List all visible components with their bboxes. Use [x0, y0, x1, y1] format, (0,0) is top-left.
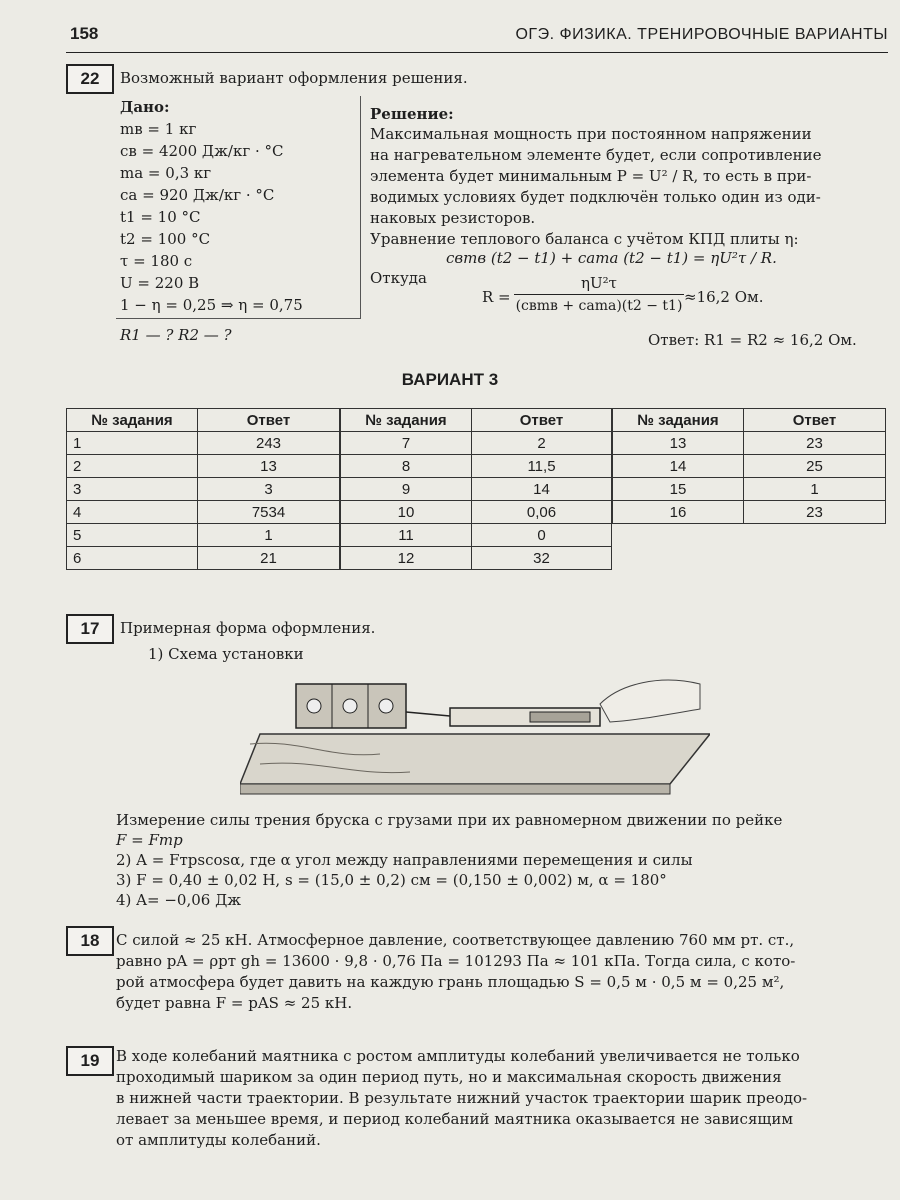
solution-line: элемента будет минимальным P = U² / R, то есть в при- [370, 167, 812, 185]
table-row [613, 432, 886, 455]
table-row [67, 524, 340, 547]
col-answer: Ответ [744, 409, 886, 432]
table-row [613, 501, 886, 524]
task-cell: 2 [67, 455, 198, 478]
col-task: № задания [67, 409, 198, 432]
answer-table-3 [612, 408, 886, 524]
answer-cell: 1 [198, 524, 340, 547]
answer-cell: 0 [472, 524, 612, 547]
given-item: τ = 180 с [120, 252, 193, 270]
task-cell: 7 [341, 432, 472, 455]
answer-cell: 32 [472, 547, 612, 570]
answer-cell: 21 [198, 547, 340, 570]
table-row [341, 524, 612, 547]
given-item: mа = 0,3 кг [120, 164, 212, 182]
table-row [67, 432, 340, 455]
task19-line: в нижней части траектории. В результате нижний участок траектории шарик преодо- [116, 1089, 808, 1107]
solution-line: на нагревательном элементе будет, если сопротивление [370, 146, 822, 164]
given-item: t1 = 10 °С [120, 208, 201, 226]
task-cell: 4 [67, 501, 198, 524]
task-cell: 15 [613, 478, 744, 501]
task17-intro: Примерная форма оформления. [120, 619, 376, 637]
task-cell: 16 [613, 501, 744, 524]
solution-line: Максимальная мощность при постоянном напряжении [370, 125, 812, 143]
given-item: U = 220 В [120, 274, 200, 292]
task18-line: С силой ≈ 25 кН. Атмосферное давление, соответствующее давлению 760 мм рт. ст., [116, 931, 795, 949]
formula-lhs: R = [482, 288, 511, 306]
task-cell: 10 [341, 501, 472, 524]
task-cell: 8 [341, 455, 472, 478]
task18-line: будет равна F = pAS ≈ 25 кН. [116, 994, 353, 1012]
table-row [341, 455, 612, 478]
task-number-18: 18 [66, 926, 114, 956]
table-row [67, 455, 340, 478]
col-answer: Ответ [198, 409, 340, 432]
given-item: t2 = 100 °С [120, 230, 211, 248]
given-item: cв = 4200 Дж/кг · °С [120, 142, 284, 160]
given-title: Дано: [120, 98, 170, 116]
task-cell: 6 [67, 547, 198, 570]
formula-rhs: ≈16,2 Ом. [684, 288, 764, 306]
task18-line: равно pA = ρрт gh = 13600 · 9,8 · 0,76 Па = 101293 Па ≈ 101 кПа. Тогда сила, с кото- [116, 952, 796, 970]
answer-cell: 13 [198, 455, 340, 478]
table-row [341, 501, 612, 524]
task19-line: проходимый шариком за один период путь, но и максимальная скорость движения [116, 1068, 782, 1086]
task22-intro: Возможный вариант оформления решения. [120, 69, 468, 87]
table-row [341, 432, 612, 455]
answer-cell: 3 [198, 478, 340, 501]
col-task: № задания [341, 409, 472, 432]
col-answer: Ответ [472, 409, 612, 432]
task19-line: В ходе колебаний маятника с ростом амплитуды колебаний увеличивается не только [116, 1047, 800, 1065]
answer-cell: 243 [198, 432, 340, 455]
table-row [613, 478, 886, 501]
setup-illustration [240, 664, 710, 804]
running-title: ОГЭ. ФИЗИКА. ТРЕНИРОВОЧНЫЕ ВАРИАНТЫ [515, 26, 888, 43]
table-row [67, 501, 340, 524]
answer-cell: 14 [472, 478, 612, 501]
page-number: 158 [70, 24, 99, 43]
given-item: mв = 1 кг [120, 120, 197, 138]
task-number-22: 22 [66, 64, 114, 94]
answer-cell: 23 [744, 432, 886, 455]
answer-table-1 [66, 408, 340, 570]
task17-item4: 4) A= −0,06 Дж [116, 891, 242, 909]
task-number-19: 19 [66, 1046, 114, 1076]
answer-table-2 [340, 408, 612, 570]
answer-cell: 7534 [198, 501, 340, 524]
task-cell: 1 [67, 432, 198, 455]
task17-item1: 1) Схема установки [148, 645, 304, 663]
fraction-bar [514, 294, 684, 295]
table-row [341, 547, 612, 570]
task17-item2: 2) A = Fтрscosα, где α угол между направлениями перемещения и силы [116, 851, 693, 869]
task19-line: от амплитуды колебаний. [116, 1131, 321, 1149]
task-cell: 11 [341, 524, 472, 547]
task-cell: 9 [341, 478, 472, 501]
task-number-17: 17 [66, 614, 114, 644]
table-row [613, 455, 886, 478]
solution-line: Уравнение теплового баланса с учётом КПД плиты η: [370, 230, 799, 248]
task22-answer: Ответ: R1 = R2 ≈ 16,2 Ом. [648, 331, 857, 349]
task-cell: 3 [67, 478, 198, 501]
find-line: R1 — ? R2 — ? [120, 326, 232, 344]
task17-formula: F = Fтр [116, 831, 183, 849]
table-row [341, 478, 612, 501]
task17-measure: Измерение силы трения бруска с грузами при их равномерном движении по рейке [116, 811, 783, 829]
task17-item3: 3) F = 0,40 ± 0,02 Н, s = (15,0 ± 0,2) см = (0,150 ± 0,002) м, α = 180° [116, 871, 667, 889]
solution-line: наковых резисторов. [370, 209, 536, 227]
given-item: cа = 920 Дж/кг · °С [120, 186, 275, 204]
header-rule [66, 52, 888, 53]
task-cell: 14 [613, 455, 744, 478]
solution-line: водимых условиях будет подключён только один из оди- [370, 188, 821, 206]
given-item: 1 − η = 0,25 ⇒ η = 0,75 [120, 296, 303, 314]
answer-cell: 11,5 [472, 455, 612, 478]
answer-cell: 2 [472, 432, 612, 455]
answer-cell: 23 [744, 501, 886, 524]
solution-title: Решение: [370, 105, 454, 123]
task-cell: 12 [341, 547, 472, 570]
whence-label: Откуда [370, 269, 427, 287]
col-task: № задания [613, 409, 744, 432]
formula-numerator: ηU²τ [581, 274, 617, 292]
balance-equation: cвmв (t2 − t1) + cаmа (t2 − t1) = ηU²τ / R. [446, 249, 777, 267]
table-row [67, 478, 340, 501]
answer-cell: 1 [744, 478, 886, 501]
task-cell: 13 [613, 432, 744, 455]
task-cell: 5 [67, 524, 198, 547]
variant-title: ВАРИАНТ 3 [401, 370, 499, 389]
formula-denominator: (cвmв + cаmа)(t2 − t1) [515, 298, 683, 314]
task18-line: рой атмосфера будет давить на каждую грань площадью S = 0,5 м · 0,5 м = 0,25 м², [116, 973, 785, 991]
answer-cell: 25 [744, 455, 886, 478]
table-row [67, 547, 340, 570]
answer-cell: 0,06 [472, 501, 612, 524]
task19-line: левает за меньшее время, и период колебаний маятника оказывается не зависящим [116, 1110, 794, 1128]
